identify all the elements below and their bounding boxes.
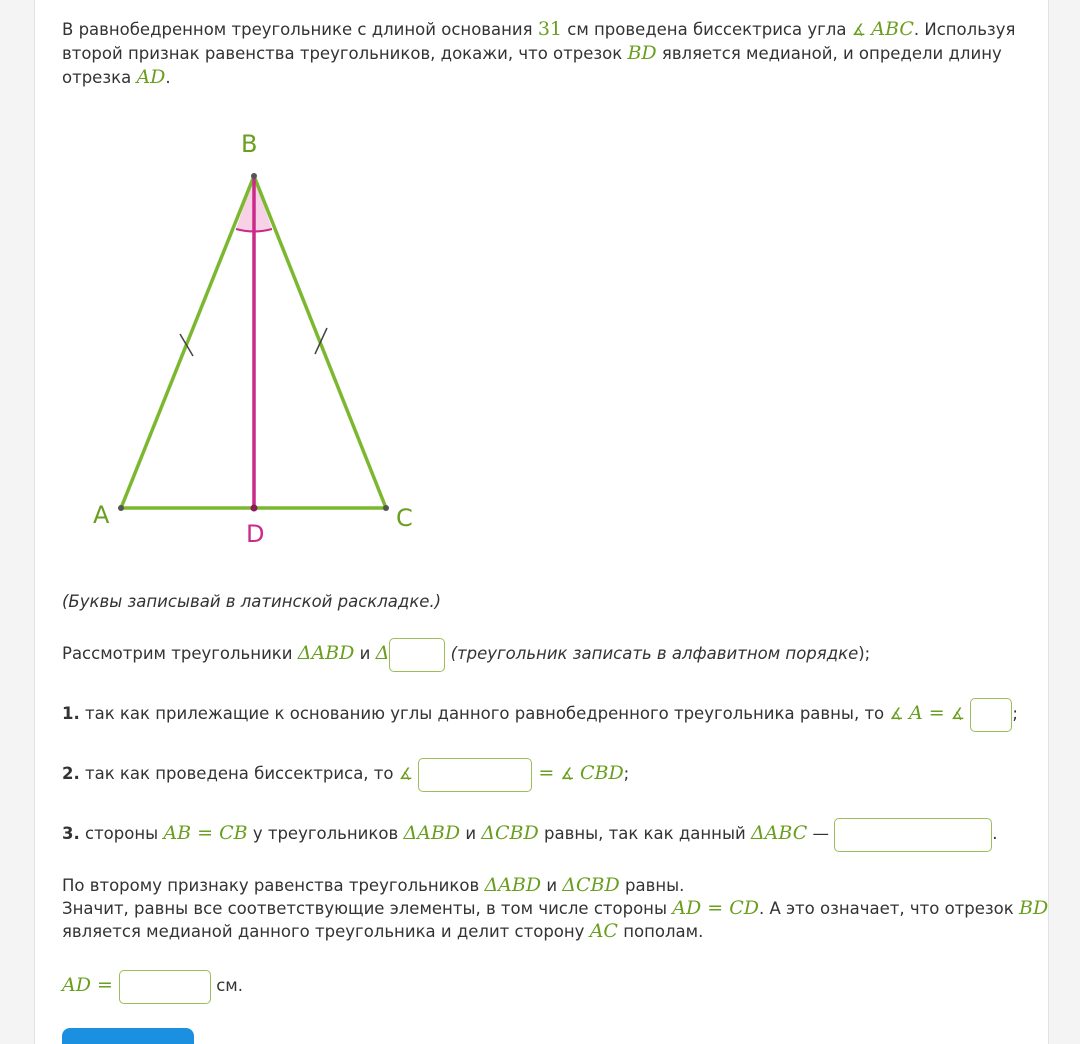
segment-bd: BD — [627, 42, 657, 64]
ad-length-input[interactable] — [119, 970, 211, 1004]
step-consider: Рассмотрим треугольники ΔABD и Δ (треугольник записать в алфавитном порядке); — [62, 634, 870, 673]
answer-row: AD = см. — [62, 966, 243, 1005]
problem-line-2: второй признак равенства треугольников, докажи, что отрезок BD является медианой, и определи длину — [62, 42, 1002, 64]
problem-line-1: В равнобедренном треугольнике с длиной основания 31 см проведена биссектриса угла ∡ ABC. Используя — [62, 18, 1016, 40]
step-2: 2. так как проведена биссектриса, то ∡ = ∡ CBD; — [62, 754, 629, 793]
angle-abd-input[interactable] — [418, 758, 532, 792]
submit-button[interactable] — [62, 1028, 194, 1044]
label-b: B — [241, 130, 258, 158]
task-card — [34, 0, 1049, 1044]
label-c: C — [396, 504, 413, 532]
layout-hint: (Буквы записывай в латинской раскладке.) — [62, 592, 442, 611]
problem-line-3: отрезка AD. — [62, 66, 171, 88]
vertex-c — [383, 505, 389, 511]
base-length: 31 — [537, 18, 562, 40]
conclusion-line-1: По второму признаку равенства треугольников ΔABD и ΔCBD равны. — [62, 874, 685, 896]
label-d: D — [246, 520, 265, 548]
triangle-type-input[interactable] — [834, 818, 992, 852]
vertex-d — [251, 505, 258, 512]
step-3: 3. стороны AB = CB у треугольников ΔABD и ΔCBD равны, так как данный ΔABC — . — [62, 814, 997, 853]
step-1: 1. так как прилежащие к основанию углы данного равнобедренного треугольника равны, то ∡ A = ∡ ; — [62, 694, 1018, 733]
side-ab — [121, 176, 254, 508]
vertex-b — [251, 173, 257, 179]
conclusion-line-3: является медианой данного треугольника и делит сторону AC пополам. — [62, 920, 704, 942]
angle-c-input[interactable] — [970, 698, 1012, 732]
angle-symbol: ∡ — [851, 20, 867, 39]
label-a: A — [93, 501, 110, 529]
angle-name: ABC — [871, 18, 914, 40]
vertex-a — [118, 505, 124, 511]
triangle-figure — [35, 120, 455, 560]
conclusion-line-2: Значит, равны все соответствующие элементы, в том числе стороны AD = CD. А это означает, что отрезок BD — [62, 897, 1049, 919]
triangle-input[interactable] — [389, 638, 445, 672]
segment-ad: AD — [136, 66, 166, 88]
